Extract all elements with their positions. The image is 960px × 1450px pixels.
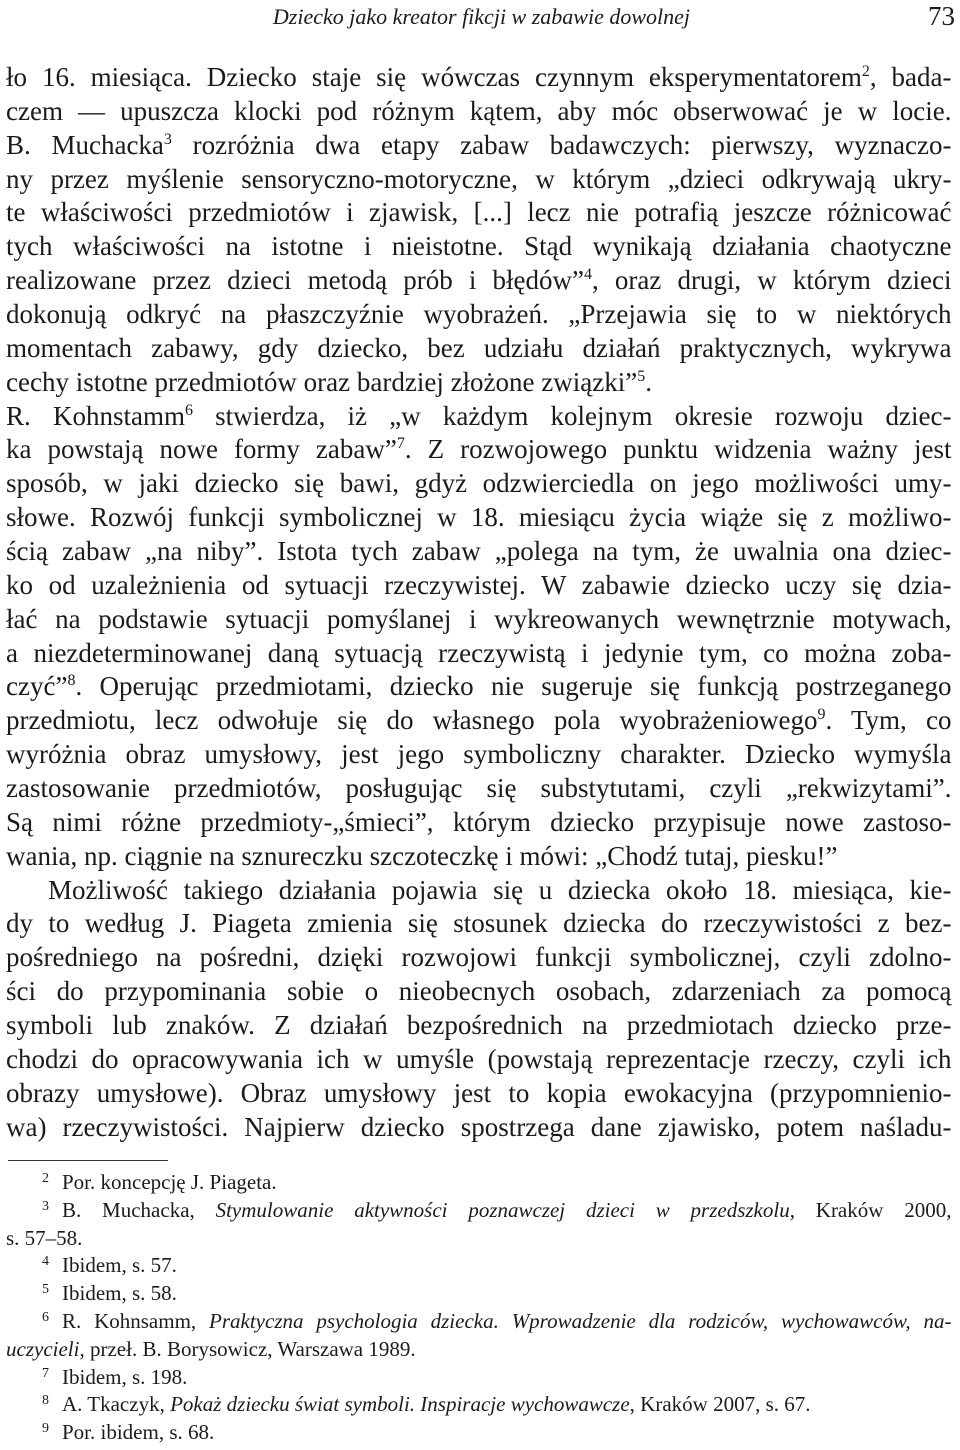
text-line [6, 840, 952, 874]
text-line [6, 1077, 952, 1111]
text-line [6, 907, 952, 941]
line-text [6, 401, 952, 431]
line-text [62, 1309, 952, 1333]
italic-title: Praktyczna psychologia dziecka. Wprowadzenie dla rodziców, wychowawców, na- [209, 1308, 952, 1333]
text-line [6, 1111, 952, 1145]
text-line [6, 772, 952, 806]
text-line [6, 975, 952, 1009]
text-line [6, 1280, 952, 1308]
text-line [6, 467, 952, 501]
text-run: momentach zabawy, gdy dziecko, bez udziału działań praktycznych, wykrywa [6, 332, 952, 363]
text-run: Ibidem, s. 58. [62, 1281, 177, 1306]
text-line [6, 1252, 952, 1280]
text-line [6, 1043, 952, 1077]
footnote-number: 5 [42, 1282, 49, 1298]
footnote-number: 2 [42, 1171, 49, 1186]
text-line [6, 874, 952, 908]
page-number: 73 [928, 1, 955, 31]
text-run: łać na podstawie sytuacji pomyślanej i wykreowanych wewnętrznie motywach, [6, 603, 952, 634]
footnote [6, 1391, 952, 1419]
text-line [6, 298, 952, 332]
text-line [6, 433, 952, 467]
text-line [6, 1169, 952, 1197]
text-run: , Kraków 2000, [789, 1197, 952, 1222]
text-run: czyć” [6, 671, 68, 702]
text-run: Ibidem, s. 198. [62, 1364, 188, 1389]
paragraph-continued [6, 61, 952, 400]
text-run: realizowane przez dzieci metodą prób i błędów” [6, 265, 584, 296]
line-text [6, 434, 952, 464]
footnote [6, 1197, 952, 1253]
text-run: ło 16. miesiąca. Dziecko staje się wówczas czynnym eksperymentatorem [6, 62, 862, 92]
line-text [62, 1170, 277, 1194]
line-text [6, 1337, 416, 1361]
line-text [6, 1010, 952, 1040]
text-run: s. 57–58. [6, 1225, 83, 1250]
line-text [62, 1420, 214, 1444]
line-text [6, 367, 652, 397]
line-text [6, 908, 952, 938]
text-line [6, 569, 952, 603]
text-line [6, 61, 952, 95]
text-run: cechy istotne przedmiotów oraz bardziej złożone związki” [6, 366, 638, 397]
text-run: czem — upuszcza klocki pod różnym kątem, aby móc obserwować je w locie. [6, 95, 952, 126]
text-line [6, 230, 952, 264]
text-line [6, 1336, 952, 1364]
text-line [6, 400, 952, 434]
line-text [6, 333, 952, 363]
text-run: przedmiotu, lecz odwołuje się do własnego pola wyobrażeniowego [6, 705, 818, 736]
line-text [6, 231, 952, 261]
text-line [6, 1391, 952, 1419]
text-run: rozróżnia dwa etapy zabaw badawczych: pierwszy, wyznaczo- [171, 129, 952, 160]
line-text [6, 468, 952, 498]
line-text [6, 1112, 952, 1142]
text-run: wania, np. ciągnie na sznureczku szczoteczkę i mówi: „Chodź tutaj, piesku!” [6, 840, 838, 871]
text-run: , bada- [869, 62, 952, 92]
text-run: te właściwości przedmiotów i zjawisk, [...] lecz nie potrafią jeszcze różnicować [6, 197, 952, 228]
footnote-reference: 2 [861, 63, 870, 80]
line-text [6, 1078, 952, 1108]
line-text [6, 671, 952, 701]
line-text [6, 1226, 82, 1250]
text-line [6, 738, 952, 772]
text-run: ko od uzależnienia od sytuacji rzeczywistej. W zabawie dziecko uczy się dzia- [6, 569, 952, 600]
text-line [6, 1225, 952, 1253]
text-run: pośredniego na pośredni, dzięki rozwojowi funkcji symbolicznej, czyli zdolno- [6, 942, 952, 973]
italic-title: Stymulowanie aktywności poznawczej dzieci w przedszkolu [215, 1197, 790, 1222]
footnote-separator-rule [8, 1160, 168, 1161]
running-title: Dziecko jako kreator fikcji w zabawie dowolnej [272, 4, 690, 29]
text-line [6, 196, 952, 230]
text-line [6, 670, 952, 704]
footnote-number: 9 [42, 1421, 49, 1437]
text-run: Możliwość takiego działania pojawia się u dziecka około 18. miesiąca, kie- [48, 874, 952, 905]
paragraph [6, 874, 952, 1145]
line-text [6, 130, 952, 160]
line-text [62, 1392, 811, 1416]
footnote [6, 1419, 952, 1447]
line-text [6, 570, 952, 600]
line-text [6, 265, 952, 295]
body-text [6, 61, 952, 1145]
line-text [62, 1365, 187, 1389]
text-run: ści do przypominania sobie o nieobecnych osobach, zdarzeniach za pomocą [6, 976, 952, 1007]
footnote-number: 4 [42, 1254, 49, 1270]
text-run: . Tym, co [825, 705, 952, 736]
line-text [6, 942, 952, 972]
footnote [6, 1308, 952, 1364]
line-text [6, 502, 952, 532]
text-run: A. Tkaczyk, [62, 1392, 171, 1417]
text-run: tych właściwości na istotne i nieistotne. Stąd wynikają działania chaotyczne [6, 231, 952, 262]
footnote-reference: 7 [396, 435, 405, 453]
line-text [6, 773, 952, 803]
line-text [6, 62, 952, 92]
text-line [6, 1009, 952, 1043]
footnote-reference: 5 [637, 367, 646, 385]
footnote-number: 3 [42, 1198, 49, 1214]
text-line [6, 332, 952, 366]
line-text [6, 536, 952, 566]
text-run: dy to według J. Piageta zmienia się stosunek dziecka do rzeczywistości z bez- [6, 908, 952, 939]
line-text [6, 164, 952, 194]
text-line [6, 806, 952, 840]
text-run: B. Muchacka [6, 129, 164, 160]
line-text [6, 299, 952, 329]
text-line [6, 941, 952, 975]
footnotes [6, 1169, 952, 1447]
text-run: R. Kohnstamm [6, 400, 185, 431]
text-run: Por. koncepcję J. Piageta. [62, 1170, 277, 1194]
line-text [62, 1281, 177, 1305]
text-run: a niezdeterminowanej daną sytuacją rzeczywistą i jedynie tym, co można zoba- [6, 637, 952, 668]
footnote [6, 1252, 952, 1280]
text-run: ka powstają nowe formy zabaw” [6, 434, 397, 465]
text-run: sposób, w jaki dziecko się bawi, gdyż odzwierciedla on jego możliwości umy- [6, 468, 952, 499]
line-text [6, 739, 952, 769]
text-run: stwierdza, iż „w każdym kolejnym okresie rozwoju dziec- [192, 400, 952, 431]
text-line [6, 1308, 952, 1336]
text-run: wyróżnia obraz umysłowy, jest jego symboliczny charakter. Dziecko wymyśla [6, 739, 952, 770]
footnote-number: 8 [42, 1393, 49, 1409]
paragraph [6, 400, 952, 874]
footnote-reference: 9 [817, 706, 826, 724]
footnote-reference: 8 [67, 672, 76, 690]
text-run: , przeł. B. Borysowicz, Warszawa 1989. [79, 1336, 416, 1361]
line-text [62, 1198, 951, 1222]
line-text [62, 1253, 177, 1277]
text-run: obrazy umysłowe). Obraz umysłowy jest to kopia ewokacyjna (przypomnienio- [6, 1077, 952, 1108]
text-run: słowe. Rozwój funkcji symbolicznej w 18. miesiącu życia wiąże się z możliwo- [6, 502, 952, 533]
text-run: symboli lub znaków. Z działań bezpośrednich na przedmiotach dziecko prze- [6, 1010, 952, 1041]
text-line [6, 163, 952, 197]
line-text [6, 197, 952, 227]
text-line [6, 264, 952, 298]
footnote-number: 7 [42, 1365, 49, 1381]
line-text [6, 807, 952, 837]
text-run: chodzi do opracowywania ich w umyśle (powstają reprezentacje rzeczy, czyli ich [6, 1043, 952, 1074]
footnote [6, 1280, 952, 1308]
text-run: Ibidem, s. 57. [62, 1253, 177, 1278]
text-line [6, 1197, 952, 1225]
line-text [6, 976, 952, 1006]
line-text [6, 604, 952, 634]
footnote-reference: 6 [184, 401, 193, 419]
text-run: B. Muchacka, [62, 1197, 216, 1222]
footnote [6, 1169, 952, 1197]
text-run: wa) rzeczywistości. Najpierw dziecko spostrzega dane zjawisko, potem naśladu- [6, 1111, 952, 1142]
text-line [6, 366, 952, 400]
line-text [6, 841, 837, 871]
text-run: Są nimi różne przedmioty-„śmieci”, którym dziecko przypisuje nowe zastoso- [6, 806, 952, 837]
text-run: . Operując przedmiotami, dziecko nie sugeruje się funkcją postrzeganego [75, 671, 952, 702]
text-line [6, 95, 952, 129]
text-run: ny przez myślenie sensoryczno-motoryczne, w którym „dzieci odkrywają ukry- [6, 163, 952, 194]
text-line [6, 501, 952, 535]
footnote-reference: 3 [163, 130, 172, 148]
text-run: , Kraków 2007, s. 67. [629, 1392, 811, 1417]
line-text [6, 638, 952, 668]
text-run: ścią zabaw „na niby”. Istota tych zabaw „polega na tym, że uwalnia ona dziec- [6, 536, 952, 567]
text-line [6, 1419, 952, 1447]
italic-title: uczycieli [6, 1336, 80, 1361]
text-line [6, 637, 952, 671]
line-text [6, 96, 952, 126]
footnote-number: 6 [42, 1309, 49, 1325]
text-line [6, 535, 952, 569]
footnote [6, 1364, 952, 1392]
text-run: . Z rozwojowego punktu widzenia ważny jest [404, 434, 952, 465]
text-run: zastosowanie przedmiotów, posługując się substytutami, czyli „rekwizytami”. [6, 773, 952, 804]
text-run: . [645, 366, 652, 397]
text-run: R. Kohnsamm, [62, 1308, 210, 1333]
italic-title: Pokaż dziecku świat symboli. Inspiracje wychowawcze [170, 1392, 630, 1417]
text-line [6, 603, 952, 637]
text-run: Por. ibidem, s. 68. [62, 1420, 215, 1445]
text-line [6, 129, 952, 163]
text-run: dokonują odkryć na płaszczyźnie wyobrażeń. „Przejawia się to w niektórych [6, 299, 952, 330]
line-text [6, 1044, 952, 1074]
text-line [6, 704, 952, 738]
line-text [48, 875, 952, 905]
text-run: , oraz drugi, w którym dzieci [591, 265, 952, 296]
line-text [6, 705, 952, 735]
text-line [6, 1364, 952, 1392]
footnote-reference: 4 [583, 266, 592, 284]
